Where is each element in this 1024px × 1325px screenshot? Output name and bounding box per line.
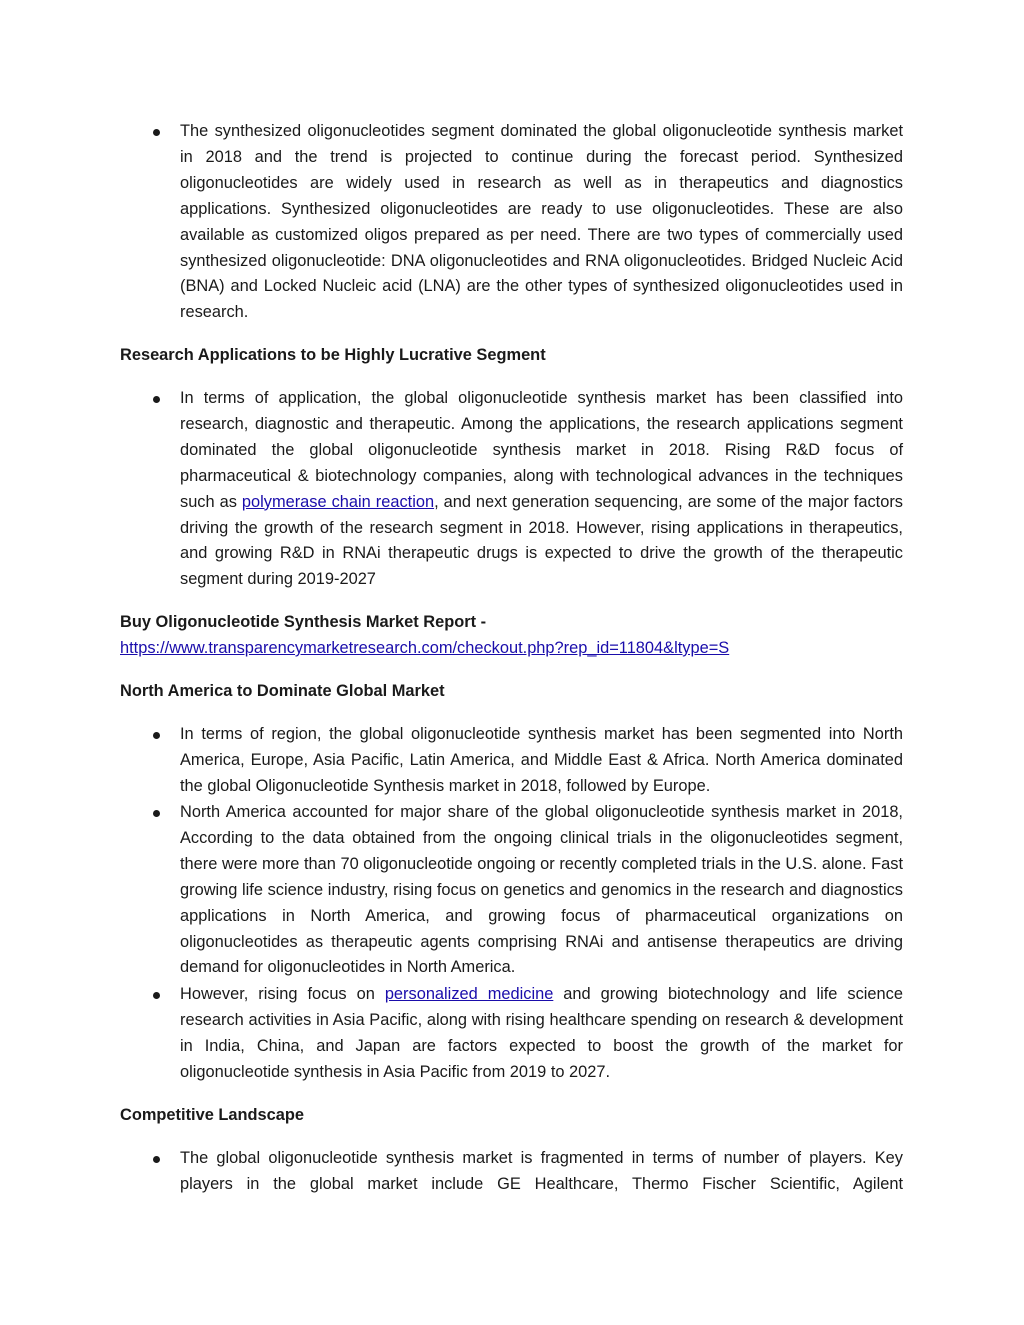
bullet-icon [153, 1156, 160, 1163]
bullet-text [180, 982, 903, 1086]
section-heading-north-america: North America to Dominate Global Market [120, 682, 445, 700]
bullet-text-part: and growing biotechnology and life science research activities in Asia Pacific, along with rising healthcare spending on research & development in India, China, and Japan are factors expected to boost the growth of the market for oligonucleotide synthesis in Asia Pacific from 2019 to 2027. [180, 985, 903, 1081]
bullet-icon [153, 732, 160, 739]
bullet-text-part: In terms of application, the global oligonucleotide synthesis market has been classified into research, diagnostic and therapeutic. Among the applications, the research applications segment dominated the global oligonucleotide synthesis market in 2018. Rising R&D focus of pharmaceutical & biotechnology companies, along with technological advances in the techniques such as [180, 389, 903, 511]
section-heading-competitive: Competitive Landscape [120, 1106, 304, 1124]
bullet-text: North America accounted for major share of the global oligonucleotide synthesis market in 2018, According to the data obtained from the ongoing clinical trials in the oligonucleotides segment, there were more than 70 oligonucleotide ongoing or recently completed trials in the U.S. alone. Fast growing life science industry, rising focus on genetics and genomics in the research and diagnostics applications in North America, and growing focus of pharmaceutical organizations on oligonucleotides as therapeutic agents comprising RNAi and antisense therapeutics are driving demand for oligonucleotides in North America. [180, 803, 903, 977]
bullet-text-part: , and next generation sequencing, are some of the major factors driving the growth of the research segment in 2018. However, rising applications in therapeutics, and growing R&D in RNAi therapeutic drugs is expected to drive the growth of the therapeutic segment during 2019-2027 [180, 492, 903, 589]
bullet-text: The global oligonucleotide synthesis market is fragmented in terms of number of players. Key players in the global market include GE Healthcare, Thermo Fischer Scientific, Agilent [180, 1149, 903, 1193]
checkout-link[interactable]: https://www.transparencymarketresearch.com/checkout.php?rep_id=11804&ltype=S [120, 639, 730, 657]
personalized-medicine-link[interactable]: personalized medicine [384, 985, 554, 1003]
bullet-icon [153, 810, 160, 817]
section-heading-research: Research Applications to be Highly Lucrative Segment [120, 346, 546, 364]
pcr-link[interactable]: polymerase chain reaction [241, 492, 435, 511]
bullet-text [180, 386, 903, 593]
bullet-icon [153, 396, 160, 403]
bullet-text: The synthesized oligonucleotides segment dominated the global oligonucleotide synthesis market in 2018 and the trend is projected to continue during the forecast period. Synthesized oligonucleotides are widely used in research as well as in therapeutics and diagnostics applications. Synthesized oligonucleotides are ready to use oligonucleotides. These are also available as customized oligos prepared as per need. There are two types of commercially used synthesized oligonucleotide: DNA oligonucleotides and RNA oligonucleotides. Bridged Nucleic Acid (BNA) and Locked Nucleic acid (LNA) are the other types of synthesized oligonucleotides used in research. [180, 122, 903, 322]
buy-report-heading: Buy Oligonucleotide Synthesis Market Report - [120, 613, 487, 631]
bullet-text: In terms of region, the global oligonucleotide synthesis market has been segmented into North America, Europe, Asia Pacific, Latin America, and Middle East & Africa. North America dominated the global Oligonucleotide Synthesis market in 2018, followed by Europe. [180, 725, 903, 795]
bullet-icon [153, 992, 160, 999]
checkout-url-line [120, 636, 910, 662]
bullet-icon [153, 129, 160, 136]
bullet-text-part: However, rising focus on [180, 985, 385, 1003]
